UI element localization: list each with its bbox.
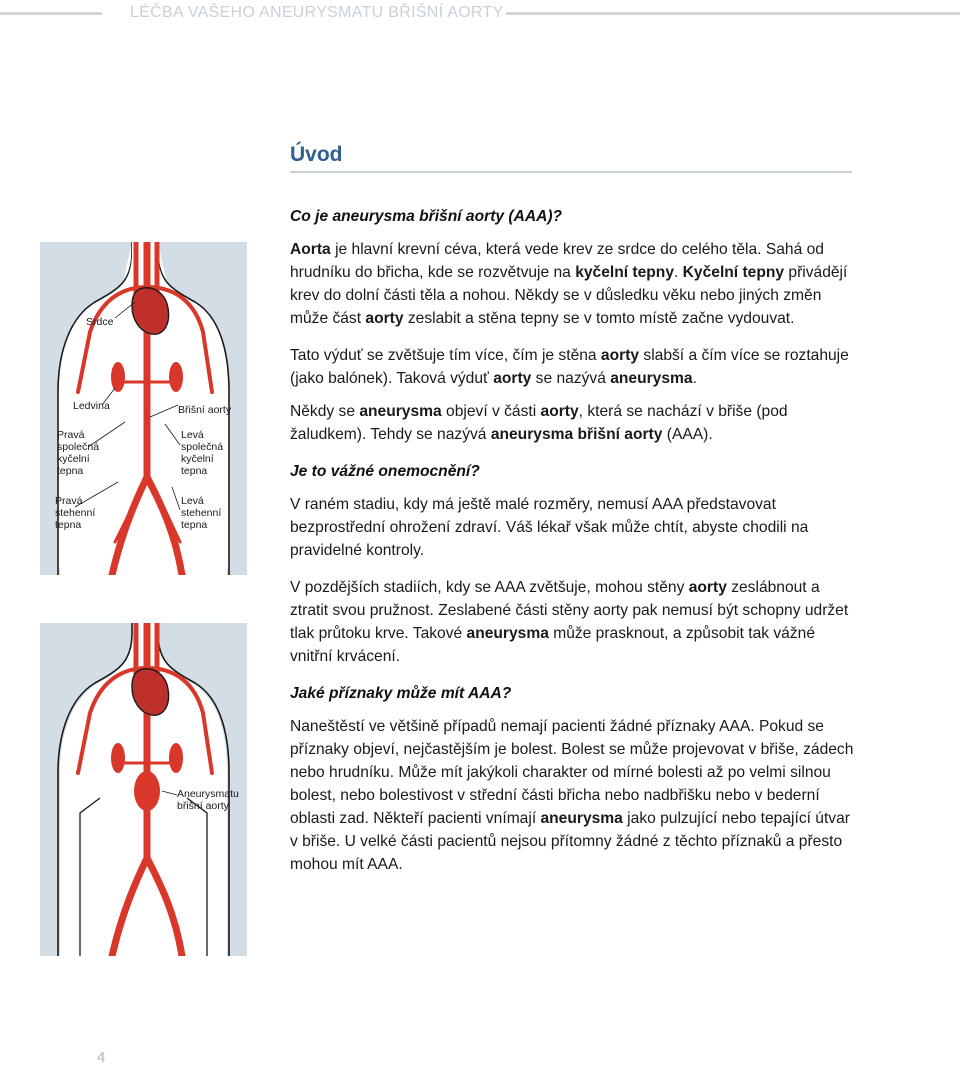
paragraph bbox=[290, 400, 860, 446]
emphasis-term: aneurysma bbox=[610, 370, 693, 387]
emphasis-term: Kyčelní tepny bbox=[682, 264, 785, 281]
paragraph bbox=[290, 715, 860, 876]
text-run: přivádějí krev do dolní části těla a nohou. Někdy se v důsledku věku nebo jiných změn může část bbox=[290, 264, 848, 327]
emphasis-term: Aorta bbox=[290, 241, 331, 258]
text-run: V raném stadiu, kdy má ještě malé rozměry, nemusí AAA představovat bezprostřední ohrožení zdraví. Váš lékař však může chtít, abyste chodili na pravidelné kontroly. bbox=[290, 496, 809, 559]
label-abdominal-aorta: Břišní aorty bbox=[178, 404, 232, 416]
label-aneurysm: Aneurysmatu břišní aorty bbox=[177, 788, 239, 812]
kidney-left bbox=[169, 743, 183, 773]
header-title: LÉČBA VAŠEHO ANEURYSMATU BŘIŠNÍ AORTY bbox=[130, 4, 504, 21]
header-rule-right bbox=[506, 12, 960, 15]
emphasis-term: aorty bbox=[540, 403, 579, 420]
anatomy-figure-normal bbox=[40, 242, 247, 575]
text-run: zeslábnout a ztratit svou pružnost. Zeslabené části stěny aorty pak nemusí být schopny udržet tlak průtoku krve. Takové bbox=[290, 579, 849, 642]
text-run: (AAA). bbox=[662, 426, 713, 443]
label-right-femoral: Pravá stehenní tepna bbox=[55, 495, 96, 531]
text-run: . bbox=[692, 370, 697, 387]
label-heart: Srdce bbox=[86, 316, 114, 328]
text-run: slabší a čím více se roztahuje (jako balónek). Taková výduť bbox=[290, 347, 849, 387]
anatomy-figure-aneurysm bbox=[40, 623, 247, 956]
kidney-right bbox=[111, 743, 125, 773]
text-run: může prasknout, a způsobit tak vážné vnitřní krvácení. bbox=[290, 625, 815, 665]
emphasis-term: aorty bbox=[688, 579, 727, 596]
label-left-common-iliac: Levá společná kyčelní tepna bbox=[181, 429, 224, 477]
label-right-common-iliac: Pravá společná kyčelní tepna bbox=[57, 429, 100, 477]
emphasis-term: kyčelní tepny bbox=[575, 264, 674, 281]
paragraph bbox=[290, 576, 860, 668]
paragraph bbox=[290, 238, 860, 330]
text-run: Tato výduť se zvětšuje tím více, čím je stěna bbox=[290, 347, 601, 364]
kidney-left bbox=[169, 362, 183, 392]
text-run: Naneštěstí ve většině případů nemají pacienti žádné příznaky AAA. Pokud se příznaky objeví, nejčastějším je bolest. Bolest se může projevovat v břiše, zádech nebo hrudníku. Může mít jakýkoli charakter od mírné bolesti až po velmi silnou bolest, nebo bolestivost v střední části břicha nebo nadbřišku nebo v bederní oblasti zad. Někteří pacienti vnímají bbox=[290, 718, 854, 827]
emphasis-term: aorty bbox=[365, 310, 404, 327]
heading-what-is-aaa: Co je aneurysma břišní aorty (AAA)? bbox=[290, 208, 563, 225]
heading-is-it-serious: Je to vážné onemocnění? bbox=[290, 463, 480, 480]
label-left-femoral: Levá stehenní tepna bbox=[181, 495, 222, 531]
kidney-right bbox=[111, 362, 125, 392]
emphasis-term: aorty bbox=[493, 370, 532, 387]
emphasis-term: aneurysma bbox=[359, 403, 442, 420]
section-divider bbox=[290, 171, 852, 173]
emphasis-term: aorty bbox=[600, 347, 640, 364]
section-title: Úvod bbox=[290, 143, 343, 166]
text-run: je hlavní krevní céva, která vede krev ze srdce do celého těla. Sahá od hrudníku do břicha, kde se rozvětvuje na bbox=[290, 241, 824, 281]
label-kidney: Ledvina bbox=[73, 400, 110, 412]
text-run: objeví v části bbox=[441, 403, 541, 420]
heading-symptoms: Jaké příznaky může mít AAA? bbox=[290, 685, 512, 702]
text-run: , která se nachází v břiše (pod žaludkem). Tehdy se nazývá bbox=[290, 403, 788, 443]
text-run: Někdy se bbox=[290, 403, 360, 420]
paragraph bbox=[290, 344, 860, 390]
emphasis-term: aneurysma bbox=[540, 810, 623, 827]
text-run: V pozdějších stadiích, kdy se AAA zvětšuje, mohou stěny bbox=[290, 579, 689, 596]
text-run: . bbox=[674, 264, 683, 281]
aneurysm-bulge bbox=[134, 771, 160, 811]
emphasis-term: aneurysma bbox=[466, 625, 549, 642]
header-rule-left bbox=[0, 12, 102, 15]
text-run: jako pulzující nebo tepající útvar v břiše. U velké části pacientů nejsou přítomny žádné z těchto příznaků a přesto mohou mít AAA. bbox=[290, 810, 850, 873]
text-run: zeslabit a stěna tepny se v tomto místě začne vydouvat. bbox=[403, 310, 795, 327]
body-text bbox=[290, 205, 860, 876]
text-run: se nazývá bbox=[531, 370, 611, 387]
page-number: 4 bbox=[97, 1049, 106, 1066]
emphasis-term: aneurysma břišní aorty bbox=[490, 426, 663, 443]
paragraph bbox=[290, 493, 860, 562]
